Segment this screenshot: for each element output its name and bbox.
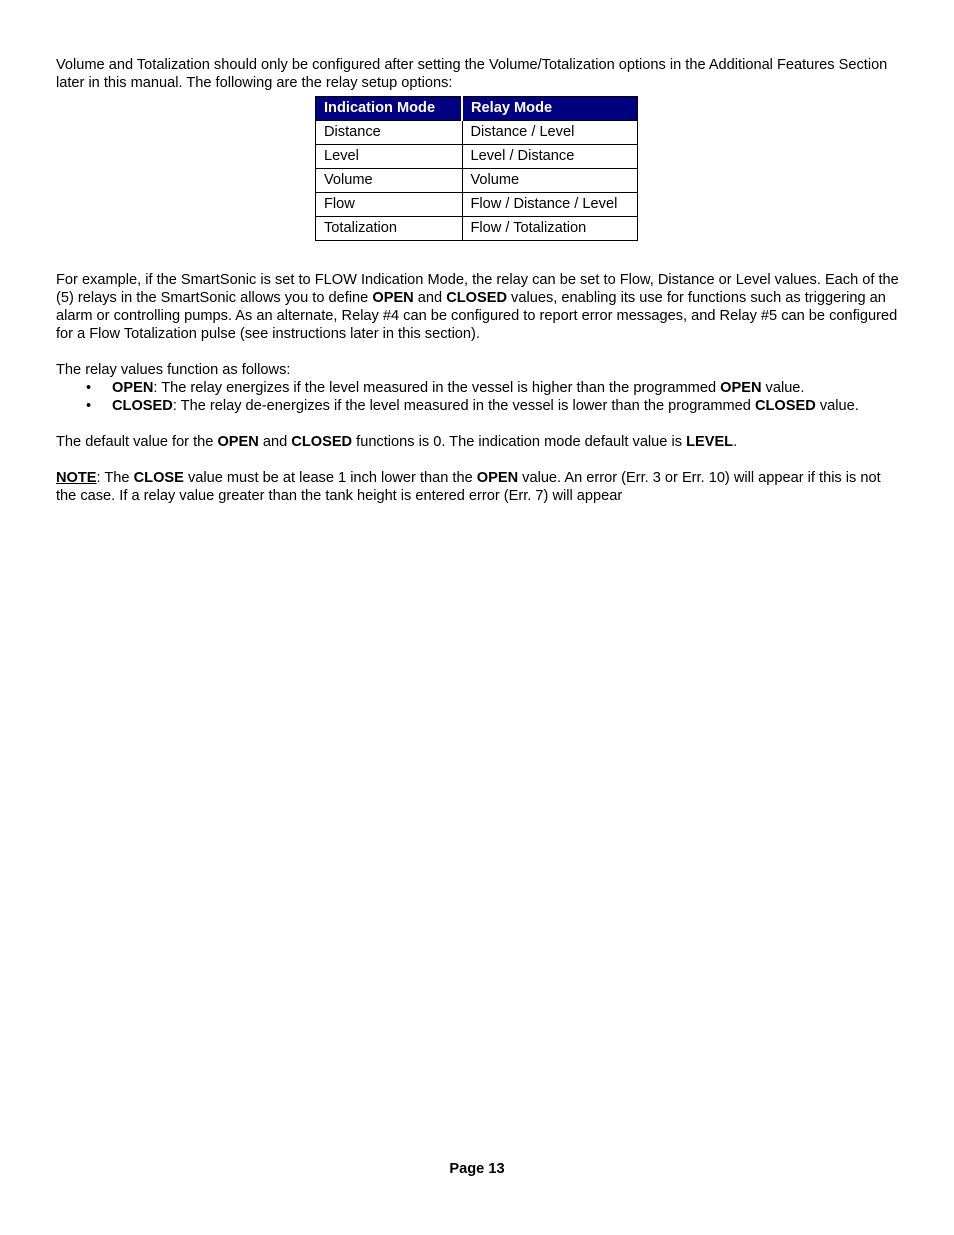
- example-text: values, enabling its use for functions such as triggering an alarm or controlling pumps. As an alternate, Relay #4 can be configured to report error messages, and Relay #5 can be configured for a Flow Totalization pulse (see instructions later in this section).: [56, 290, 898, 342]
- list-item-text: value.: [815, 398, 859, 414]
- table-cell-relay-mode: Flow / Distance / Level: [462, 193, 638, 217]
- defaults-paragraph: [56, 433, 902, 451]
- note-paragraph: [56, 469, 902, 505]
- table-row: [316, 121, 638, 145]
- list-item-text: : The relay de-energizes if the level measured in the vessel is lower than the programmed: [172, 398, 755, 414]
- list-item: [56, 379, 902, 397]
- defaults-text: .: [733, 434, 738, 450]
- table-cell-relay-mode: Level / Distance: [462, 145, 638, 169]
- example-paragraph: [56, 271, 902, 343]
- defaults-text: The default value for the: [56, 434, 218, 450]
- defaults-text: and: [258, 434, 292, 450]
- document-page: [56, 56, 902, 505]
- table-header-row: [316, 97, 638, 121]
- closed-term: CLOSED: [291, 434, 353, 450]
- list-item: [56, 397, 902, 415]
- table-cell-relay-mode: Distance / Level: [462, 121, 638, 145]
- open-term: OPEN: [372, 290, 414, 306]
- defaults-text: functions is 0. The indication mode default value is: [352, 434, 687, 450]
- page-number: Page 13: [449, 1161, 505, 1177]
- note-text: value. An error (Err. 3 or Err. 10) will appear if this is not the case. If a relay value greater than the tank height is entered error (Err. 7) will appear: [56, 470, 881, 504]
- note-text: : The: [96, 470, 134, 486]
- spacer: [56, 343, 902, 361]
- table-cell-indication-mode: Volume: [316, 169, 463, 193]
- closed-term: CLOSED: [112, 398, 173, 414]
- table-row: [316, 217, 638, 241]
- relay-setup-table: [315, 96, 638, 241]
- column-header-relay-mode: Relay Mode: [462, 97, 638, 121]
- open-term: OPEN: [476, 470, 519, 486]
- bullet-icon: •: [86, 380, 92, 396]
- example-text: For example, if the SmartSonic is set to FLOW Indication Mode, the relay can be set to Flow, Distance or Level values. Each of the (5) relays in the SmartSonic allows you to define: [56, 272, 899, 306]
- table-cell-relay-mode: Flow / Totalization: [462, 217, 638, 241]
- example-text: and: [413, 290, 447, 306]
- intro-paragraph: Volume and Totalization should only be configured after setting the Volume/Totalization options in the Additional Features Section later in this manual. The following are the relay setup options:: [56, 57, 888, 91]
- column-header-indication-mode: Indication Mode: [316, 97, 463, 121]
- relay-values-list: [56, 379, 902, 415]
- table-cell-indication-mode: Flow: [316, 193, 463, 217]
- table-cell-indication-mode: Level: [316, 145, 463, 169]
- spacer: [56, 415, 902, 433]
- closed-term: CLOSED: [446, 290, 507, 306]
- list-item-text: value.: [761, 380, 805, 396]
- open-term: OPEN: [720, 380, 762, 396]
- table-cell-indication-mode: Totalization: [316, 217, 463, 241]
- table-row: [316, 145, 638, 169]
- spacer: [56, 259, 902, 271]
- spacer: [56, 241, 902, 259]
- table-cell-indication-mode: Distance: [316, 121, 463, 145]
- list-item-text: : The relay energizes if the level measured in the vessel is higher than the programmed: [153, 380, 721, 396]
- note-label: NOTE: [56, 470, 97, 486]
- table-cell-relay-mode: Volume: [462, 169, 638, 193]
- note-text: value must be at lease 1 inch lower than the: [183, 470, 477, 486]
- table-row: [316, 169, 638, 193]
- closed-term: CLOSED: [754, 398, 816, 414]
- bullet-icon: •: [86, 398, 92, 414]
- close-term: CLOSE: [133, 470, 184, 486]
- level-term: LEVEL: [686, 434, 734, 450]
- open-term: OPEN: [217, 434, 259, 450]
- spacer: [56, 451, 902, 469]
- relay-values-lead: The relay values function as follows:: [56, 362, 291, 378]
- open-term: OPEN: [112, 380, 154, 396]
- table-row: [316, 193, 638, 217]
